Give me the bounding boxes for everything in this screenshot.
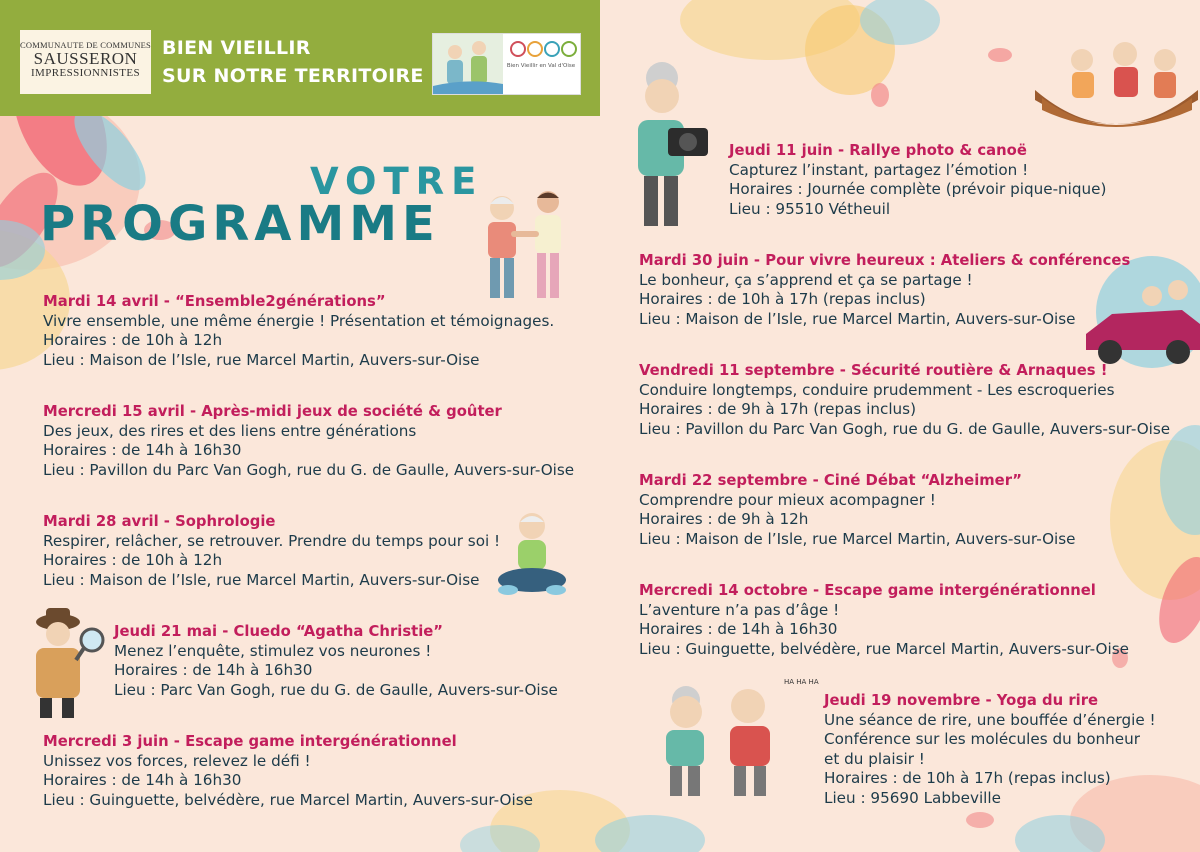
event-card	[639, 251, 1130, 329]
event-hours: Horaires : de 14h à 16h30	[114, 661, 313, 679]
event-card	[639, 581, 1129, 659]
event-description: Le bonheur, ça s’apprend et ça se partage !	[639, 270, 973, 289]
event-title: Jeudi 19 novembre - Yoga du rire	[824, 692, 1099, 709]
header-title-line2: SUR NOTRE TERRITOIRE	[162, 65, 424, 87]
event-description: Unissez vos forces, relevez le défi !	[43, 751, 311, 770]
photographer-illustration	[624, 60, 716, 236]
header-bar	[0, 0, 600, 116]
org-line2: SAUSSERON	[33, 49, 138, 68]
event-hours: Horaires : de 14h à 16h30	[639, 620, 838, 638]
event-description: Comprendre pour mieux acompagner !	[639, 490, 936, 509]
event-title: Jeudi 11 juin - Rallye photo & canoë	[729, 142, 1027, 159]
event-description: Des jeux, des rires et des liens entre générations	[43, 421, 417, 440]
handshake-illustration	[470, 188, 580, 303]
event-title: Jeudi 21 mai - Cluedo “Agatha Christie”	[114, 623, 444, 640]
event-description: Capturez l’instant, partagez l’émotion !	[729, 160, 1029, 179]
event-title: Vendredi 11 septembre - Sécurité routière & Arnaques !	[639, 362, 1108, 379]
event-title: Mardi 22 septembre - Ciné Débat “Alzheimer”	[639, 472, 1023, 489]
canoe-illustration	[1030, 40, 1200, 150]
event-hours: Horaires : de 14h à 16h30	[43, 771, 242, 789]
event-location: Lieu : Pavillon du Parc Van Gogh, rue du G. de Gaulle, Auvers-sur-Oise	[639, 419, 1171, 438]
event-location: Lieu : Guinguette, belvédère, rue Marcel Martin, Auvers-sur-Oise	[639, 639, 1129, 658]
org-line1: COMMUNAUTE DE COMMUNES	[20, 40, 151, 50]
event-hours: Horaires : de 9h à 17h (repas inclus)	[639, 400, 917, 418]
event-card	[43, 512, 500, 590]
event-hours: Horaires : de 14h à 16h30	[43, 441, 242, 459]
event-title: Mardi 14 avril - “Ensemble2générations”	[43, 293, 386, 310]
laughing-couple-illustration	[636, 670, 819, 800]
event-hours: Horaires : Journée complète (prévoir pique-nique)	[729, 180, 1107, 198]
event-card	[43, 732, 533, 810]
event-title: Mercredi 14 octobre - Escape game intergénérationnel	[639, 582, 1096, 599]
event-card	[639, 361, 1170, 439]
heading-programme: PROGRAMME	[40, 196, 440, 252]
detective-illustration	[18, 604, 110, 722]
event-description: Respirer, relâcher, se retrouver. Prendre du temps pour soi !	[43, 531, 501, 550]
event-description: Une séance de rire, une bouffée d’énergie !	[824, 710, 1156, 729]
event-card	[824, 691, 1156, 808]
event-location: Lieu : Pavillon du Parc Van Gogh, rue du G. de Gaulle, Auvers-sur-Oise	[43, 460, 575, 479]
event-title: Mardi 28 avril - Sophrologie	[43, 513, 276, 530]
laugh-text: HA HA HA	[784, 678, 819, 686]
header-title	[162, 34, 424, 90]
event-hours: Horaires : de 10h à 17h (repas inclus)	[639, 290, 926, 308]
event-card	[114, 622, 558, 700]
event-location: Lieu : Maison de l’Isle, rue Marcel Martin, Auvers-sur-Oise	[639, 529, 1076, 548]
event-description-line2: Conférence sur les molécules du bonheur	[824, 730, 1140, 748]
event-hours: Horaires : de 10h à 17h (repas inclus)	[824, 769, 1111, 787]
meditation-illustration	[496, 510, 568, 600]
event-description-line3: et du plaisir !	[824, 749, 925, 768]
org-logo	[20, 30, 151, 94]
event-card	[639, 471, 1076, 549]
event-description: Vivre ensemble, une même énergie ! Présentation et témoignages.	[43, 311, 555, 330]
thumb-caption: Bien Vieillir en Val d'Oise	[506, 63, 576, 69]
event-location: Lieu : Guinguette, belvédère, rue Marcel Martin, Auvers-sur-Oise	[43, 790, 533, 809]
event-hours: Horaires : de 9h à 12h	[639, 510, 809, 528]
header-title-line1: BIEN VIEILLIR	[162, 37, 311, 59]
event-hours: Horaires : de 10h à 12h	[43, 331, 223, 349]
event-location: Lieu : Maison de l’Isle, rue Marcel Martin, Auvers-sur-Oise	[639, 309, 1076, 328]
event-title: Mercredi 3 juin - Escape game intergénérationnel	[43, 733, 457, 750]
event-title: Mardi 30 juin - Pour vivre heureux : Ateliers & conférences	[639, 252, 1131, 269]
event-location: Lieu : 95690 Labbeville	[824, 788, 1001, 807]
event-location: Lieu : Maison de l’Isle, rue Marcel Martin, Auvers-sur-Oise	[43, 350, 480, 369]
heading-votre: VOTRE	[310, 160, 484, 203]
event-location: Lieu : 95510 Vétheuil	[729, 199, 891, 218]
event-hours: Horaires : de 10h à 12h	[43, 551, 223, 569]
event-card	[43, 402, 574, 480]
event-location: Lieu : Maison de l’Isle, rue Marcel Martin, Auvers-sur-Oise	[43, 570, 480, 589]
event-title: Mercredi 15 avril - Après-midi jeux de société & goûter	[43, 403, 502, 420]
org-line3: IMPRESSIONNISTES	[30, 67, 141, 79]
event-description: Conduire longtemps, conduire prudemment - Les escroqueries	[639, 380, 1115, 399]
campaign-thumbnail	[432, 33, 581, 95]
event-location: Lieu : Parc Van Gogh, rue du G. de Gaulle, Auvers-sur-Oise	[114, 680, 558, 699]
event-card	[43, 292, 554, 370]
event-card	[729, 141, 1106, 219]
event-description: L’aventure n’a pas d’âge !	[639, 600, 840, 619]
event-description: Menez l’enquête, stimulez vos neurones !	[114, 641, 432, 660]
